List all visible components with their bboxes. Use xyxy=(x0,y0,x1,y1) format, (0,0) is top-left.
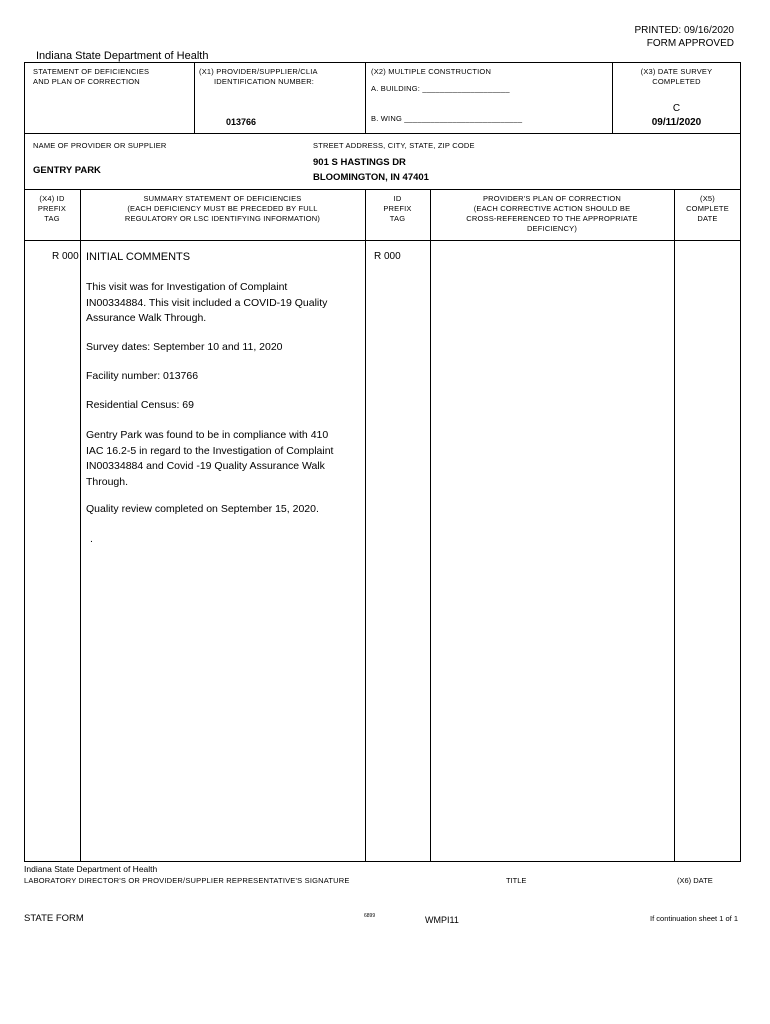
statement-label-2: AND PLAN OF CORRECTION xyxy=(33,77,140,86)
x3-label-2: COMPLETED xyxy=(652,77,701,86)
address-label: STREET ADDRESS, CITY, STATE, ZIP CODE xyxy=(313,141,475,150)
deficiency-tag: R 000 xyxy=(52,251,79,262)
x5-header-2: COMPLETE xyxy=(686,204,729,213)
plan-header: PROVIDER'S PLAN OF CORRECTION xyxy=(482,194,622,203)
correction-id-tag: R 000 xyxy=(374,251,401,262)
state-form-label: STATE FORM xyxy=(24,913,84,924)
x5-header-3: DATE xyxy=(697,214,718,223)
summary-header-2: (EACH DEFICIENCY MUST BE PRECEDED BY FULL xyxy=(127,204,318,213)
statement-label: STATEMENT OF DEFICIENCIES xyxy=(33,67,150,76)
provider-name: GENTRY PARK xyxy=(33,165,101,176)
id-header-3: TAG xyxy=(389,214,406,223)
title-label: TITLE xyxy=(506,876,527,885)
plan-header-4: DEFICIENCY) xyxy=(526,224,578,233)
x1-label: (X1) PROVIDER/SUPPLIER/CLIA xyxy=(199,67,318,76)
plan-header-3: CROSS-REFERENCED TO THE APPROPRIATE xyxy=(466,214,638,223)
plan-header-2: (EACH CORRECTIVE ACTION SHOULD BE xyxy=(473,204,631,213)
signature-label: LABORATORY DIRECTOR'S OR PROVIDER/SUPPLIER REPRESENTATIVE'S SIGNATURE xyxy=(24,876,350,885)
x2-label: (X2) MULTIPLE CONSTRUCTION xyxy=(371,67,492,76)
event-id: WMPI11 xyxy=(425,915,459,925)
survey-code: C xyxy=(672,103,681,114)
entry-title: INITIAL COMMENTS xyxy=(86,251,191,263)
x4-header: (X4) ID xyxy=(39,194,65,203)
compliance-statement: Gentry Park was found to be in compliance with 410 IAC 16.2-5 in regard to the Investigation of Complaint IN00334884 and Covid -19 Quality Assurance Walk Through. xyxy=(86,429,334,488)
printed-date: PRINTED: 09/16/2020 xyxy=(634,25,734,36)
signature-date-label: (X6) DATE xyxy=(677,876,713,885)
facility-number: Facility number: 013766 xyxy=(86,370,199,382)
trailing-mark: . xyxy=(90,533,93,545)
x5-header: (X5) xyxy=(700,194,715,203)
x1-label-2: IDENTIFICATION NUMBER: xyxy=(214,77,315,86)
survey-date: 09/11/2020 xyxy=(651,117,702,128)
provider-id-number: 013766 xyxy=(226,117,257,127)
street-address: 901 S HASTINGS DR xyxy=(313,157,406,168)
quality-review: Quality review completed on September 15, 2020. xyxy=(86,503,319,515)
form-approved: FORM APPROVED xyxy=(646,38,734,49)
residential-census: Residential Census: 69 xyxy=(86,399,194,411)
id-header-2: PREFIX xyxy=(383,204,412,213)
summary-header-3: REGULATORY OR LSC IDENTIFYING INFORMATION) xyxy=(124,214,321,223)
wing-field: B. WING ___________________________ xyxy=(371,114,523,123)
id-header: ID xyxy=(393,194,402,203)
entry-paragraph: This visit was for Investigation of Complaint IN00334884. This visit included a COVID-19 Quality Assurance Walk Through. xyxy=(86,281,328,324)
continuation-sheet: If continuation sheet 1 of 1 xyxy=(650,914,738,923)
form-number: 6899 xyxy=(364,913,376,919)
summary-header: SUMMARY STATEMENT OF DEFICIENCIES xyxy=(143,194,302,203)
city-state-zip: BLOOMINGTON, IN 47401 xyxy=(313,172,429,183)
building-field: A. BUILDING: ____________________ xyxy=(371,84,510,93)
x4-header-2: PREFIX xyxy=(37,204,67,213)
department-title: Indiana State Department of Health xyxy=(36,50,209,62)
x4-header-3: TAG xyxy=(44,214,60,223)
provider-name-label: NAME OF PROVIDER OR SUPPLIER xyxy=(33,141,167,150)
footer-department: Indiana State Department of Health xyxy=(24,864,158,874)
survey-dates: Survey dates: September 10 and 11, 2020 xyxy=(86,341,283,353)
x3-label: (X3) DATE SURVEY xyxy=(640,67,713,76)
